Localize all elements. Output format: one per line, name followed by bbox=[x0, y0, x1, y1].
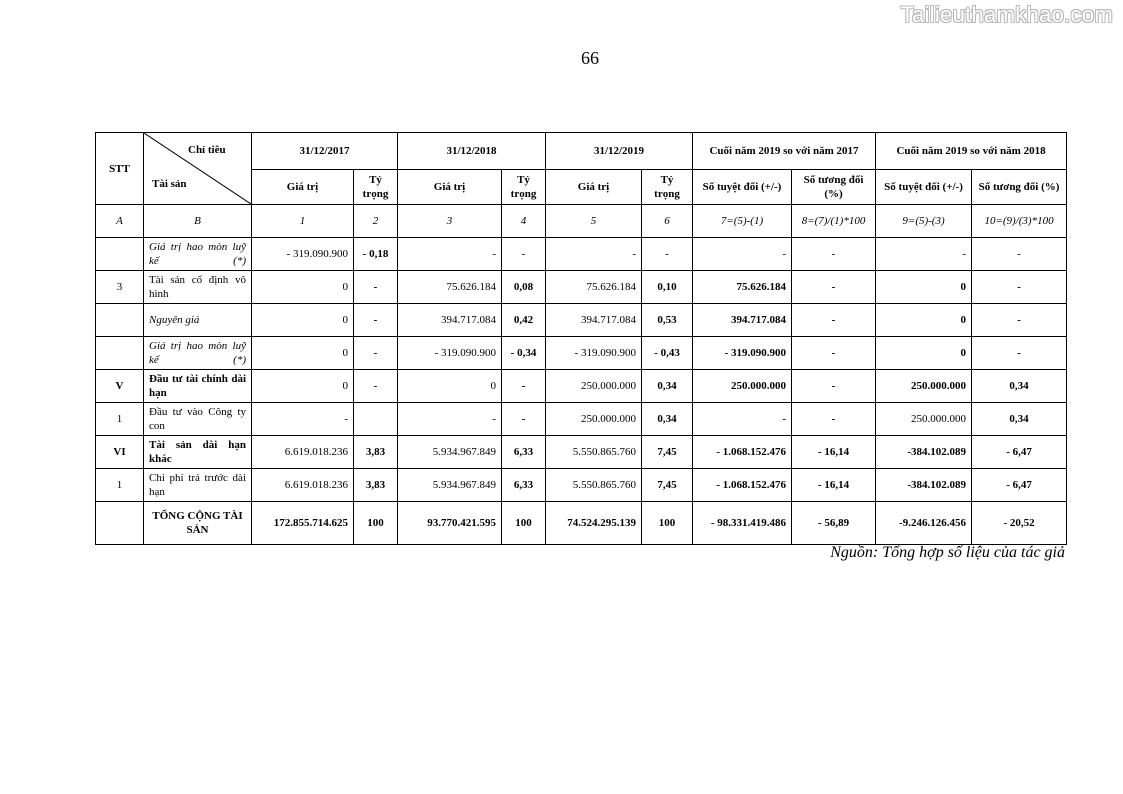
item-name-cell: Chi phí trả trước dài hạn bbox=[144, 469, 252, 502]
source-note: Nguồn: Tổng hợp số liệu của tác giả bbox=[830, 544, 1065, 561]
header-ty-trong: Tỷ trọng bbox=[642, 170, 693, 205]
ratio-2019-cell: 0,34 bbox=[642, 403, 693, 436]
index-cell: 1 bbox=[252, 205, 354, 238]
header-diagonal-cell bbox=[144, 133, 252, 205]
item-name-cell: Giá trị hao mòn luỹ kế (*) bbox=[144, 337, 252, 370]
rel-change-2017-cell: - 16,14 bbox=[792, 436, 876, 469]
ratio-2019-cell: 7,45 bbox=[642, 436, 693, 469]
index-cell: 8=(7)/(1)*100 bbox=[792, 205, 876, 238]
value-2019-cell: - 319.090.900 bbox=[546, 337, 642, 370]
rel-change-2018-cell: - 6,47 bbox=[972, 436, 1067, 469]
total-ratio-2019: 100 bbox=[642, 502, 693, 545]
abs-change-2017-cell: 250.000.000 bbox=[693, 370, 792, 403]
abs-change-2018-cell: 0 bbox=[876, 337, 972, 370]
value-2018-cell: 0 bbox=[398, 370, 502, 403]
rel-change-2017-cell: - bbox=[792, 238, 876, 271]
stt-cell: VI bbox=[96, 436, 144, 469]
total-abs-change-2018: -9.246.126.456 bbox=[876, 502, 972, 545]
total-label: TỔNG CỘNG TÀI SẢN bbox=[144, 502, 252, 545]
index-cell: 10=(9)/(3)*100 bbox=[972, 205, 1067, 238]
ratio-2017-cell: 3,83 bbox=[354, 436, 398, 469]
ratio-2019-cell: 0,10 bbox=[642, 271, 693, 304]
value-2017-cell: 0 bbox=[252, 271, 354, 304]
abs-change-2018-cell: 0 bbox=[876, 304, 972, 337]
watermark: Tailieuthamkhao.com bbox=[900, 2, 1113, 27]
header-so-tuong-doi: Số tương đối (%) bbox=[972, 170, 1067, 205]
value-2018-cell: 394.717.084 bbox=[398, 304, 502, 337]
ratio-2019-cell: 0,34 bbox=[642, 370, 693, 403]
table-row bbox=[96, 337, 1067, 370]
rel-change-2018-cell: 0,34 bbox=[972, 403, 1067, 436]
index-cell: 3 bbox=[398, 205, 502, 238]
total-rel-change-2017: - 56,89 bbox=[792, 502, 876, 545]
total-ratio-2017: 100 bbox=[354, 502, 398, 545]
ratio-2017-cell: 3,83 bbox=[354, 469, 398, 502]
rel-change-2018-cell: - bbox=[972, 238, 1067, 271]
index-cell: 6 bbox=[642, 205, 693, 238]
header-chi-tieu: Chỉ tiêu bbox=[188, 144, 226, 156]
rel-change-2018-cell: - bbox=[972, 304, 1067, 337]
value-2018-cell: 5.934.967.849 bbox=[398, 436, 502, 469]
abs-change-2017-cell: - 1.068.152.476 bbox=[693, 469, 792, 502]
stt-cell: 1 bbox=[96, 403, 144, 436]
index-cell: B bbox=[144, 205, 252, 238]
total-value-2019: 74.524.295.139 bbox=[546, 502, 642, 545]
header-gia-tri: Giá trị bbox=[546, 170, 642, 205]
rel-change-2018-cell: - 6,47 bbox=[972, 469, 1067, 502]
rel-change-2017-cell: - 16,14 bbox=[792, 469, 876, 502]
item-name-cell: Đầu tư tài chính dài hạn bbox=[144, 370, 252, 403]
value-2017-cell: 6.619.018.236 bbox=[252, 469, 354, 502]
ratio-2018-cell: 6,33 bbox=[502, 469, 546, 502]
page-number: 66 bbox=[581, 48, 599, 68]
total-row bbox=[96, 502, 1067, 545]
index-cell: 4 bbox=[502, 205, 546, 238]
table-row bbox=[96, 304, 1067, 337]
value-2017-cell: 6.619.018.236 bbox=[252, 436, 354, 469]
abs-change-2017-cell: - bbox=[693, 238, 792, 271]
value-2017-cell: - bbox=[252, 403, 354, 436]
value-2018-cell: 5.934.967.849 bbox=[398, 469, 502, 502]
header-gia-tri: Giá trị bbox=[398, 170, 502, 205]
abs-change-2018-cell: -384.102.089 bbox=[876, 469, 972, 502]
value-2019-cell: 5.550.865.760 bbox=[546, 436, 642, 469]
rel-change-2018-cell: 0,34 bbox=[972, 370, 1067, 403]
abs-change-2017-cell: - 319.090.900 bbox=[693, 337, 792, 370]
index-cell: 2 bbox=[354, 205, 398, 238]
rel-change-2017-cell: - bbox=[792, 403, 876, 436]
header-so-tuong-doi: Số tương đối (%) bbox=[792, 170, 876, 205]
table-row bbox=[96, 271, 1067, 304]
value-2017-cell: 0 bbox=[252, 337, 354, 370]
index-cell: 9=(5)-(3) bbox=[876, 205, 972, 238]
ratio-2019-cell: - 0,43 bbox=[642, 337, 693, 370]
header-so-tuyet-doi: Số tuyệt đối (+/-) bbox=[876, 170, 972, 205]
abs-change-2017-cell: 394.717.084 bbox=[693, 304, 792, 337]
index-cell: 5 bbox=[546, 205, 642, 238]
rel-change-2018-cell: - bbox=[972, 271, 1067, 304]
ratio-2017-cell: - 0,18 bbox=[354, 238, 398, 271]
rel-change-2017-cell: - bbox=[792, 370, 876, 403]
index-cell: 7=(5)-(1) bbox=[693, 205, 792, 238]
ratio-2017-cell: - bbox=[354, 337, 398, 370]
total-value-2018: 93.770.421.595 bbox=[398, 502, 502, 545]
header-ty-trong: Tỷ trọng bbox=[354, 170, 398, 205]
header-period-2017: 31/12/2017 bbox=[252, 133, 398, 170]
table-row bbox=[96, 238, 1067, 271]
table-row bbox=[96, 469, 1067, 502]
abs-change-2018-cell: 250.000.000 bbox=[876, 403, 972, 436]
index-cell: A bbox=[96, 205, 144, 238]
header-period-2018: 31/12/2018 bbox=[398, 133, 546, 170]
stt-cell: 1 bbox=[96, 469, 144, 502]
stt-cell bbox=[96, 304, 144, 337]
header-ty-trong: Tỷ trọng bbox=[502, 170, 546, 205]
ratio-2017-cell bbox=[354, 403, 398, 436]
abs-change-2018-cell: 0 bbox=[876, 271, 972, 304]
item-name-cell: Đầu tư vào Công ty con bbox=[144, 403, 252, 436]
ratio-2019-cell: 0,53 bbox=[642, 304, 693, 337]
value-2017-cell: 0 bbox=[252, 370, 354, 403]
total-abs-change-2017: - 98.331.419.486 bbox=[693, 502, 792, 545]
header-period-2019: 31/12/2019 bbox=[546, 133, 693, 170]
header-row-1 bbox=[96, 133, 1067, 170]
rel-change-2017-cell: - bbox=[792, 271, 876, 304]
total-ratio-2018: 100 bbox=[502, 502, 546, 545]
abs-change-2018-cell: 250.000.000 bbox=[876, 370, 972, 403]
table-row bbox=[96, 370, 1067, 403]
stt-cell bbox=[96, 337, 144, 370]
abs-change-2018-cell: - bbox=[876, 238, 972, 271]
header-tai-san: Tài sản bbox=[152, 178, 187, 190]
value-2017-cell: 0 bbox=[252, 304, 354, 337]
table-row bbox=[96, 436, 1067, 469]
value-2019-cell: 75.626.184 bbox=[546, 271, 642, 304]
total-value-2017: 172.855.714.625 bbox=[252, 502, 354, 545]
item-name-cell: Tài sản dài hạn khác bbox=[144, 436, 252, 469]
ratio-2018-cell: - bbox=[502, 370, 546, 403]
ratio-2017-cell: - bbox=[354, 370, 398, 403]
value-2019-cell: 394.717.084 bbox=[546, 304, 642, 337]
ratio-2018-cell: 0,42 bbox=[502, 304, 546, 337]
value-2018-cell: - bbox=[398, 238, 502, 271]
header-gia-tri: Giá trị bbox=[252, 170, 354, 205]
ratio-2017-cell: - bbox=[354, 271, 398, 304]
value-2018-cell: - 319.090.900 bbox=[398, 337, 502, 370]
rel-change-2018-cell: - bbox=[972, 337, 1067, 370]
value-2018-cell: 75.626.184 bbox=[398, 271, 502, 304]
rel-change-2017-cell: - bbox=[792, 337, 876, 370]
abs-change-2018-cell: -384.102.089 bbox=[876, 436, 972, 469]
abs-change-2017-cell: 75.626.184 bbox=[693, 271, 792, 304]
stt-cell bbox=[96, 502, 144, 545]
ratio-2019-cell: - bbox=[642, 238, 693, 271]
ratio-2018-cell: 0,08 bbox=[502, 271, 546, 304]
abs-change-2017-cell: - bbox=[693, 403, 792, 436]
ratio-2018-cell: - 0,34 bbox=[502, 337, 546, 370]
header-compare-2018: Cuối năm 2019 so với năm 2018 bbox=[876, 133, 1067, 170]
total-rel-change-2018: - 20,52 bbox=[972, 502, 1067, 545]
asset-comparison-table bbox=[95, 132, 1067, 545]
table-row bbox=[96, 403, 1067, 436]
item-name-cell: Tài sản cố định vô hình bbox=[144, 271, 252, 304]
value-2019-cell: - bbox=[546, 238, 642, 271]
value-2018-cell: - bbox=[398, 403, 502, 436]
column-index-row bbox=[96, 205, 1067, 238]
value-2019-cell: 5.550.865.760 bbox=[546, 469, 642, 502]
ratio-2017-cell: - bbox=[354, 304, 398, 337]
stt-cell: V bbox=[96, 370, 144, 403]
value-2017-cell: - 319.090.900 bbox=[252, 238, 354, 271]
stt-cell bbox=[96, 238, 144, 271]
ratio-2019-cell: 7,45 bbox=[642, 469, 693, 502]
rel-change-2017-cell: - bbox=[792, 304, 876, 337]
ratio-2018-cell: - bbox=[502, 238, 546, 271]
header-compare-2017: Cuối năm 2019 so với năm 2017 bbox=[693, 133, 876, 170]
item-name-cell: Giá trị hao mòn luỹ kế (*) bbox=[144, 238, 252, 271]
value-2019-cell: 250.000.000 bbox=[546, 403, 642, 436]
stt-cell: 3 bbox=[96, 271, 144, 304]
abs-change-2017-cell: - 1.068.152.476 bbox=[693, 436, 792, 469]
value-2019-cell: 250.000.000 bbox=[546, 370, 642, 403]
ratio-2018-cell: - bbox=[502, 403, 546, 436]
ratio-2018-cell: 6,33 bbox=[502, 436, 546, 469]
header-so-tuyet-doi: Số tuyệt đối (+/-) bbox=[693, 170, 792, 205]
header-stt: STT bbox=[96, 133, 144, 205]
item-name-cell: Nguyên giá bbox=[144, 304, 252, 337]
